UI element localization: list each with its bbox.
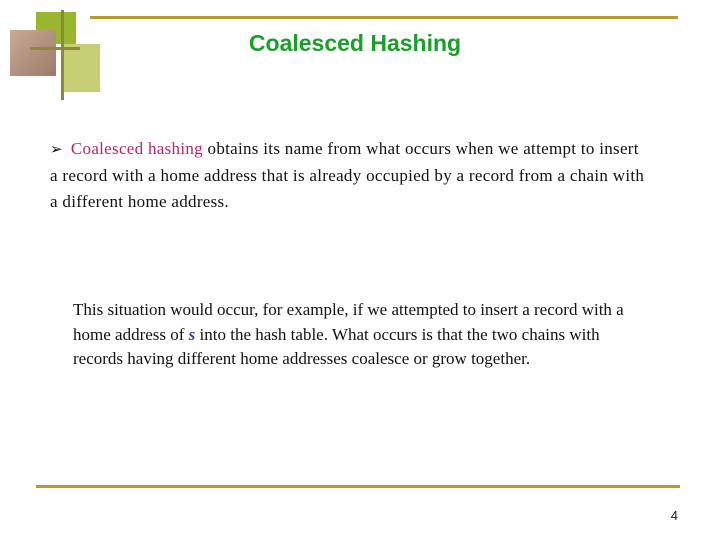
decorative-vertical-line: [61, 10, 64, 100]
top-rule: [90, 16, 678, 19]
bullet-paragraph: [50, 136, 650, 216]
decorative-horizontal-line: [30, 47, 80, 50]
paragraph-text-after: into the hash table. What occurs is that the two chains with records having different home addresses coalesce or grow together.: [73, 324, 600, 368]
arrow-bullet-icon: ➢: [50, 140, 63, 158]
variable-s: s: [188, 324, 196, 344]
page-number: 4: [670, 508, 678, 523]
highlighted-term: Coalesced hashing: [70, 139, 203, 158]
decorative-olive-square: [62, 44, 100, 92]
example-paragraph: [73, 298, 633, 372]
bottom-rule: [36, 485, 680, 488]
slide-title: Coalesced Hashing: [248, 30, 462, 56]
decorative-brown-square: [10, 30, 56, 76]
paragraph-text-before: This situation would occur, for example, if we attempted to insert a record with a home address of: [73, 300, 624, 344]
bullet-text: obtains its name from what occurs when we attempt to insert a record with a home address that is already occupied by a record from a chain with a different home address.: [50, 139, 645, 211]
